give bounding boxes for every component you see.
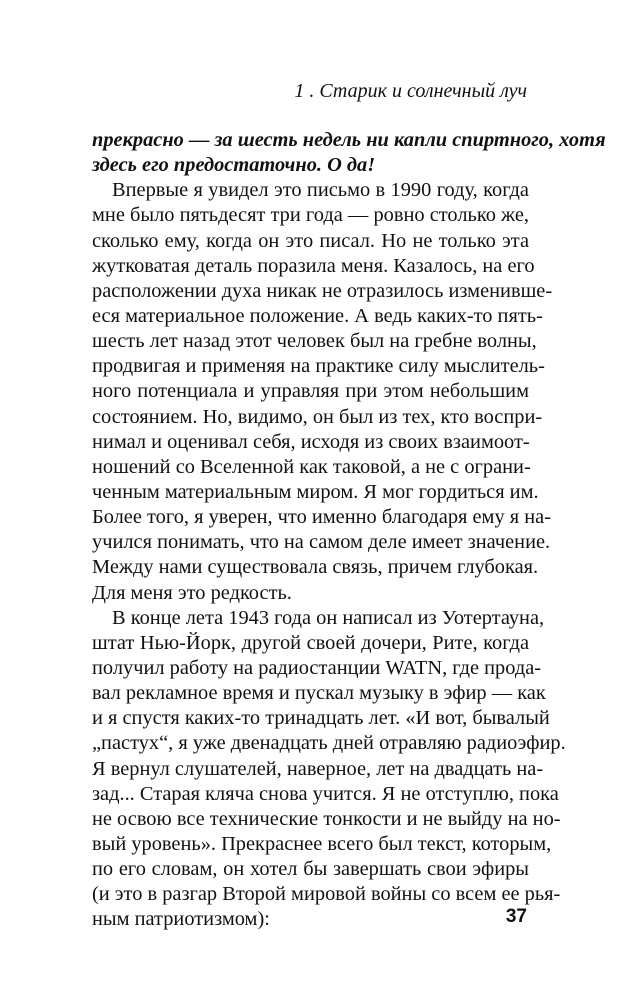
text-line: вал рекламное время и пускал музыку в эфир — как [92,682,546,705]
text-line: шесть лет назад этот человек был на гребне волны, [92,330,537,353]
text-line: В конце лета 1943 года он написал из Уотертауна, [112,606,545,629]
text-line: здесь его предостаточно. О да! [92,154,376,177]
text-line: состоянием. Но, видимо, он был из тех, кто воспри- [92,405,543,428]
paragraph-quote-continuation [92,128,606,178]
body-text [92,128,606,933]
text-line: зад... Старая кляча снова учится. Я не отступлю, пока [92,782,559,805]
text-line: Более того, я уверен, что именно благодаря ему я на- [92,506,551,529]
text-line: Впервые я увидел это письмо в 1990 году, когда [112,179,529,202]
text-line: Между нами существовала связь, причем глубокая. [92,556,539,579]
text-line: мне было пятьдесят три года — ровно столько же, [92,204,529,227]
text-line: не освою все технические тонкости и не выйду на но- [92,807,561,830]
text-line: „пастух“, я уже двенадцать дней отравляю радиоэфир. [92,732,566,755]
text-line: ношений со Вселенной как таковой, а не с ограни- [92,455,531,478]
text-line: получил работу на радиостанции WATN, где прода- [92,656,542,679]
text-line: продвигая и применяя на практике силу мыслитель- [92,355,545,378]
text-line: еся материальное положение. А ведь каких-то пять- [92,304,543,327]
text-line: и я спустя каких-то тринадцать лет. «И вот, бывалый [92,707,550,730]
paragraph [92,178,553,605]
text-line: по его словам, он хотел бы завершать свои эфиры [92,858,529,881]
text-line: ного потенциала и управляя при этом небольшим [92,380,529,403]
text-line: штат Нью-Йорк, другой своей дочери, Рите, когда [92,631,529,654]
running-head: 1 . Старик и солнечный луч [294,80,527,102]
paragraph [92,606,566,933]
text-line: учился понимать, что на самом деле имеет значение. [92,531,551,554]
text-line: (и это в разгар Второй мировой войны со всем ее рья- [92,883,561,906]
page-number: 37 [505,906,527,927]
text-line: Для меня это редкость. [92,581,292,604]
text-line: вый уровень». Прекраснее всего был текст, которым, [92,832,552,855]
text-line: Я вернул слушателей, наверное, лет на двадцать на- [92,757,544,780]
text-line: сколько ему, когда он это писал. Но не только эта [92,229,529,252]
text-line: нимал и оценивал себя, исходя из своих взаимоот- [92,430,530,453]
text-line: жутковатая деталь поразила меня. Казалось, на его [92,254,535,277]
text-line: ным патриотизмом): [92,908,270,931]
text-line: прекрасно — за шесть недель ни капли спиртного, хотя [92,129,606,151]
text-line: ченным материальным миром. Я мог гордиться им. [92,480,539,503]
text-line: расположении духа никак не отразилось изменивше- [92,279,553,302]
